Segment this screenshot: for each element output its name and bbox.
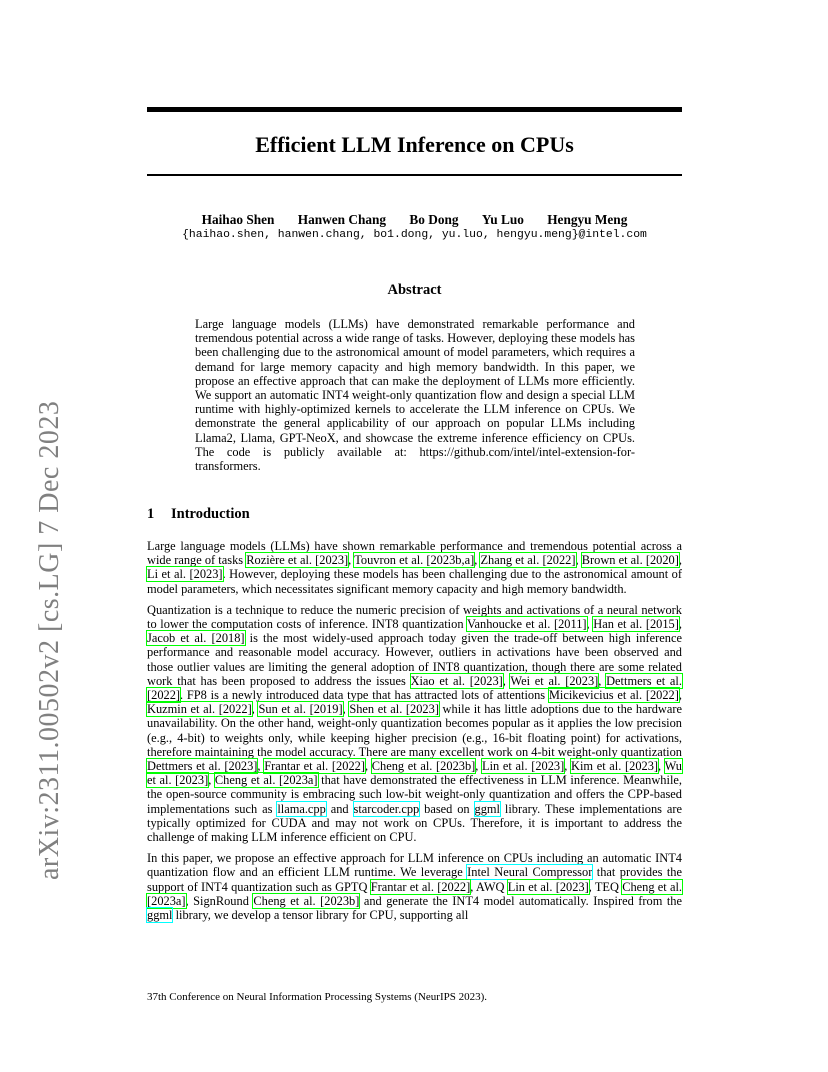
author-name: Yu Luo [481,212,524,227]
body-text: , TEQ [588,879,623,894]
url-link[interactable]: llama.cpp [277,801,326,816]
body-text: , AWQ [470,879,508,894]
url-link[interactable]: starcoder.cpp [353,801,420,816]
abstract-text: Large language models (LLMs) have demonstrated remarkable performance and tremendous potential across a wide range of tasks. However, deploying these models has been challenging due to the astronomical amount of model parameters, which requires a demand for large memory capacity and high memory bandwidth. In this paper, we propose an effective approach that can make the deployment of LLMs more efficiently. We support an automatic INT4 weight-only quantization flow and design a special LLM runtime with highly-optimized kernels to accelerate the LLM inference on CPUs. We demonstrate the general applicability of our approach on popular LLMs including Llama2, Llama, GPT-NeoX, and showcase the extreme inference efficiency on CPUs. The code is publicly available at: https://github.com/intel/intel-extension-for-transformers. [195,317,635,474]
separator: , [598,673,607,688]
citation-link[interactable]: Han et al. [2015] [593,617,679,632]
title-top-rule [147,107,682,112]
citation-link[interactable]: Vanhoucke et al. [2011] [466,617,587,632]
separator: , [342,702,350,717]
separator: , [364,759,372,774]
separator: , [658,759,665,774]
citation-link[interactable]: Cheng et al. [2023a] [214,773,318,788]
arxiv-identifier-stamp: arXiv:2311.00502v2 [cs.LG] 7 Dec 2023 [34,400,65,880]
body-text: library. These implementations are typically optimized for CUDA and may not work on CPUs. Therefore, it is important to address the challenge of making LLM inference efficient on CPU. [147,801,682,845]
author-list [147,211,682,228]
paragraph-3 [147,851,682,922]
body-text: based on [419,801,475,816]
separator: , [586,617,594,632]
separator: , [575,553,582,568]
citation-link[interactable]: Micikevicius et al. [2022] [548,688,679,703]
citation-link[interactable]: Lin et al. [2023] [507,879,589,894]
conference-footnote: 37th Conference on Neural Information Processing Systems (NeurIPS 2023). [147,991,488,1003]
url-link[interactable]: ggml [147,908,173,923]
abstract-heading: Abstract [387,282,442,298]
url-link[interactable]: ggml [474,801,501,816]
author-name: Hanwen Chang [297,212,387,227]
separator: , [474,553,481,568]
separator: , [257,759,265,774]
citation-link[interactable]: Lin et al. [2023] [482,759,565,774]
author-name: Haihao Shen [201,212,275,227]
separator: , [678,688,682,703]
citation-link[interactable]: Cheng et al. [2023b] [371,759,476,774]
body-text: and generate the INT4 model automatically. Inspired from the [359,893,682,908]
url-link[interactable]: Intel Neural Compressor [467,865,593,880]
body-text: . However, deploying these models has been challenging due to the astronomical amount of model parameters, which necessitates significant memory capacity and high memory bandwidth. [147,567,682,596]
body-text: and [325,801,354,816]
paragraph-2 [147,603,682,844]
body-text: that provides the support of INT4 quantization such as GPTQ [147,865,682,894]
body-text: Quantization is a technique to reduce the numeric precision of weights and activations of a neural network to lower the computation costs of inference. INT8 quantization [147,602,682,632]
citation-link[interactable]: Kuzmin et al. [2022] [147,702,252,717]
citation-link[interactable]: Cheng et al. [2023a] [147,879,683,908]
separator: , [348,553,355,568]
citation-link[interactable]: Rozière et al. [2023] [246,553,349,568]
separator: , [475,759,483,774]
author-name: Hengyu Meng [547,212,628,227]
introduction-body [147,539,682,929]
citation-link[interactable]: Touvron et al. [2023b,a] [354,553,475,568]
separator: , [564,759,572,774]
separator: , [678,553,682,568]
author-emails: {haihao.shen, hanwen.chang, bo1.dong, yu.luo, hengyu.meng}@intel.com [182,229,647,241]
paper-title: Efficient LLM Inference on CPUs [255,132,574,157]
citation-link[interactable]: Shen et al. [2023] [349,702,439,717]
body-text: . FP8 is a newly introduced data type that has attracted lots of attentions [180,688,549,703]
section-number: 1 [147,506,155,522]
citation-link[interactable]: Li et al. [2023] [147,567,223,582]
author-name: Bo Dong [409,212,459,227]
title-bottom-rule [147,174,682,176]
citation-link[interactable]: Xiao et al. [2023] [410,673,503,688]
separator: , [251,702,259,717]
citation-link[interactable]: Sun et al. [2019] [258,702,343,717]
citation-link[interactable]: Dettmers et al. [2023] [147,759,258,774]
body-text: library, we develop a tensor library for CPU, supporting all [172,908,469,923]
citation-link[interactable]: Cheng et al. [2023b] [253,893,360,908]
body-text: , SignRound [185,893,254,908]
body-text: that have demonstrated the effectiveness in LLM inference. Meanwhile, the open-source community is embracing such low-bit weight-only quantization and offers the CPP-based implementations such as [147,773,682,816]
body-text: while it has little adoptions due to the hardware unavailability. On the other hand, weight-only quantization becomes popular as it applies the low precision (e.g., 4-bit) to weights only, while keeping higher precision (e.g., 16-bit floating point) for activations, therefore maintaining the model accuracy. There are many excellent work on 4-bit weight-only quantization [147,702,683,759]
body-text: In this paper, we propose an effective approach for LLM inference on CPUs including an automatic INT4 quantization flow and an efficient LLM runtime. We leverage [147,851,682,880]
citation-link[interactable]: Frantar et al. [2022] [264,759,365,774]
citation-link[interactable]: Frantar et al. [2022] [370,879,471,894]
body-text: Large language models (LLMs) have shown remarkable performance and tremendous potential across a wide range of tasks [147,539,682,568]
paragraph-1 [147,539,682,596]
citation-link[interactable]: Jacob et al. [2018] [147,631,245,646]
citation-link[interactable]: Wei et al. [2023] [510,673,599,688]
citation-link[interactable]: Dettmers et al. [2022] [147,673,682,703]
citation-link[interactable]: Wu et al. [2023] [147,759,682,788]
separator: , [678,617,682,632]
citation-link[interactable]: Brown et al. [2020] [581,553,679,568]
section-title: Introduction [171,506,250,522]
body-text: is the most widely-used approach today given the trade-off between high inference performance and reasonable model accuracy. However, outliers in activations have been observed and those outlier values are limiting the general adoption of INT8 quantization, though there are some related work that has been proposed to address the issues [147,631,682,688]
section-heading [147,505,682,523]
separator: , [208,773,215,788]
separator: , [502,673,511,688]
citation-link[interactable]: Zhang et al. [2022] [480,553,576,568]
citation-link[interactable]: Kim et al. [2023] [571,759,659,774]
